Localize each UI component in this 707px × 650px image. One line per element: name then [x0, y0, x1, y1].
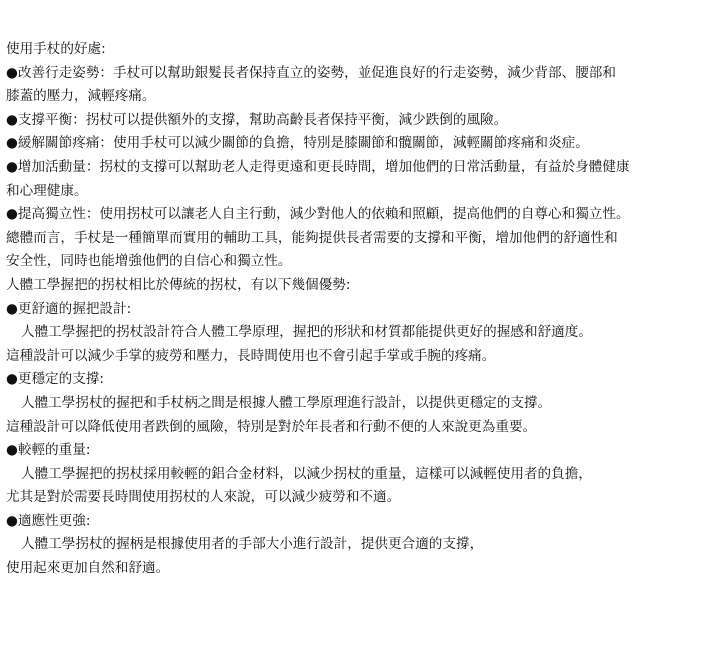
heading-advantages: 人體工學握把的拐杖相比於傳統的拐杖，有以下幾個優勢: — [6, 276, 351, 293]
paragraph-line: ●改善行走姿勢：手杖可以幫助銀髮長者保持直立的姿勢，並促進良好的行走姿勢，減少背部、腰部和 — [6, 64, 616, 81]
paragraph-line: 膝蓋的壓力，減輕疼痛。 — [6, 88, 156, 105]
paragraph-line: 使用起來更加自然和舒適。 — [6, 560, 170, 577]
bullet-heading: ●更穩定的支撐: — [6, 371, 105, 388]
paragraph-line: 安全性，同時也能增強他們的自信心和獨立性。 — [6, 253, 292, 270]
bullet-heading: ●較輕的重量: — [6, 442, 91, 459]
paragraph-line: 人體工學握把的拐杖設計符合人體工學原理，握把的形狀和材質都能提供更好的握感和舒適度。 — [21, 324, 592, 341]
bullet-heading: ●更舒適的握把設計: — [6, 300, 132, 317]
heading-benefits: 使用手杖的好處: — [6, 41, 106, 57]
paragraph-line: ●支撐平衡：拐杖可以提供額外的支撐，幫助高齡長者保持平衡，減少跌倒的風險。 — [6, 111, 508, 128]
paragraph-line: 總體而言，手杖是一種簡單而實用的輔助工具，能夠提供長者需要的支撐和平衡，增加他們的舒適性和 — [6, 229, 618, 246]
paragraph-line: 這種設計可以減少手掌的疲勞和壓力，長時間使用也不會引起手掌或手腕的疼痛。 — [6, 347, 496, 364]
paragraph-line: ●提高獨立性：使用拐杖可以讓老人自主行動，減少對他人的依賴和照顧，提高他們的自尊心和獨立性。 — [6, 206, 630, 223]
paragraph-line: ●增加活動量：拐杖的支撐可以幫助老人走得更遠和更長時間，增加他們的日常活動量，有益於身體健康 — [6, 158, 630, 175]
paragraph-line: 人體工學拐杖的握柄是根據使用者的手部大小進行設計，提供更合適的支撐， — [21, 536, 484, 553]
paragraph-line: 尤其是對於需要長時間使用拐杖的人來說，可以減少疲勞和不適。 — [6, 489, 401, 506]
bullet-heading: ●適應性更強: — [6, 512, 91, 529]
paragraph-line: 人體工學拐杖的握把和手杖柄之間是根據人體工學原理進行設計，以提供更穩定的支撐。 — [21, 394, 552, 411]
paragraph-line: 這種設計可以降低使用者跌倒的風險，特別是對於年長者和行動不便的人來說更為重要。 — [6, 418, 537, 435]
paragraph-line: 和心理健康。 — [6, 182, 88, 199]
paragraph-line: 人體工學握把的拐杖採用較輕的鋁合金材料，以減少拐杖的重量，這樣可以減輕使用者的負擔， — [21, 465, 592, 482]
paragraph-line: ●緩解關節疼痛：使用手杖可以減少關節的負擔，特別是膝關節和髖關節，減輕關節疼痛和炎症。 — [6, 135, 589, 152]
